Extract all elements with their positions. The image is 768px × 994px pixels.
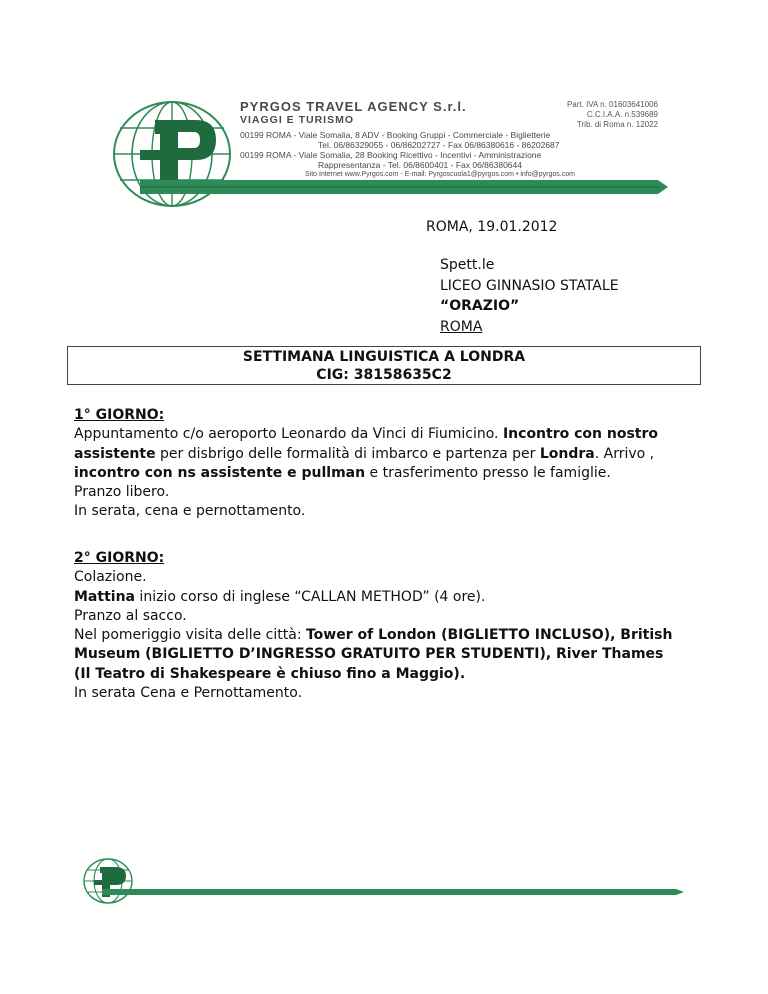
document-title: SETTIMANA LINGUISTICA A LONDRA: [242, 349, 526, 365]
day-2-morning: Mattina inizio corso di inglese “CALLAN METHOD” (4 ore).: [74, 588, 486, 605]
day-1-lunch: Pranzo libero.: [74, 484, 170, 501]
address-line-4: Rappresentanza - Tel. 06/8600401 - Fax 06/86380644: [318, 160, 522, 170]
day-2-evening: In serata Cena e Pernottamento.: [74, 685, 303, 702]
document-title-box: [67, 346, 701, 385]
day-1-section: [74, 406, 694, 522]
footer-green-bar: [102, 889, 684, 895]
footer-globe-logo-icon: [84, 859, 132, 903]
company-subtitle: VIAGGI E TURISMO: [240, 114, 355, 126]
website-email-line: Sito Internet www.Pyrgos.com - E-mail: Pyrgoscuola1@pyrgos.com • info@pyrgos.com: [305, 171, 575, 178]
recipient-school: LICEO GINNASIO STATALE: [440, 277, 619, 294]
recipient-salutation: Spett.le: [440, 257, 495, 273]
registration-vat: Part. IVA n. 01603641006: [566, 100, 658, 109]
footer-graphic: [80, 855, 690, 905]
recipient-city: ROMA: [440, 318, 483, 335]
company-name: PYRGOS TRAVEL AGENCY S.r.l.: [240, 99, 467, 114]
day-2-breakfast: Colazione.: [74, 569, 147, 586]
day-1-evening: In serata, cena e pernottamento.: [74, 503, 306, 520]
address-line-1: 00199 ROMA - Viale Somalia, 8 ADV - Booking Gruppi - Commerciale - Biglietterie: [240, 130, 551, 140]
day-1-paragraph: Appuntamento c/o aeroporto Leonardo da Vinci di Fiumicino. Incontro con nostro assistente per disbrigo delle formalità di imbarco e partenza per Londra. Arrivo , incontro con ns assistente e pullman e trasferimento presso le famiglie.: [74, 426, 659, 481]
day-1-heading: 1° GIORNO:: [74, 407, 165, 423]
day-2-afternoon: Nel pomeriggio visita delle città: Tower of London (BIGLIETTO INCLUSO), British Museum (BIGLIETTO D’INGRESSO GRATUITO PER STUDENTI), River Thames (Il Teatro di Shakespeare è chiuso fino a Maggio).: [74, 627, 673, 682]
registration-cciaa: C.C.I.A.A. n.539689: [586, 110, 658, 119]
letter-date: ROMA, 19.01.2012: [426, 219, 558, 235]
day-2-heading: 2° GIORNO:: [74, 550, 165, 566]
recipient-name: “ORAZIO”: [440, 298, 520, 314]
recipient-block: [440, 255, 619, 337]
document-cig: CIG: 38158635C2: [316, 367, 452, 383]
day-2-lunch: Pranzo al sacco.: [74, 607, 187, 624]
registration-court: Trib. di Roma n. 12022: [576, 120, 658, 129]
address-line-3: 00199 ROMA - Viale Somalia, 28 Booking Ricettivo - Incentivi - Amministrazione: [240, 150, 542, 160]
day-2-section: [74, 549, 674, 703]
address-line-2: Tel. 06/86329055 - 06/86202727 - Fax 06/86380616 - 86202687: [318, 140, 560, 150]
